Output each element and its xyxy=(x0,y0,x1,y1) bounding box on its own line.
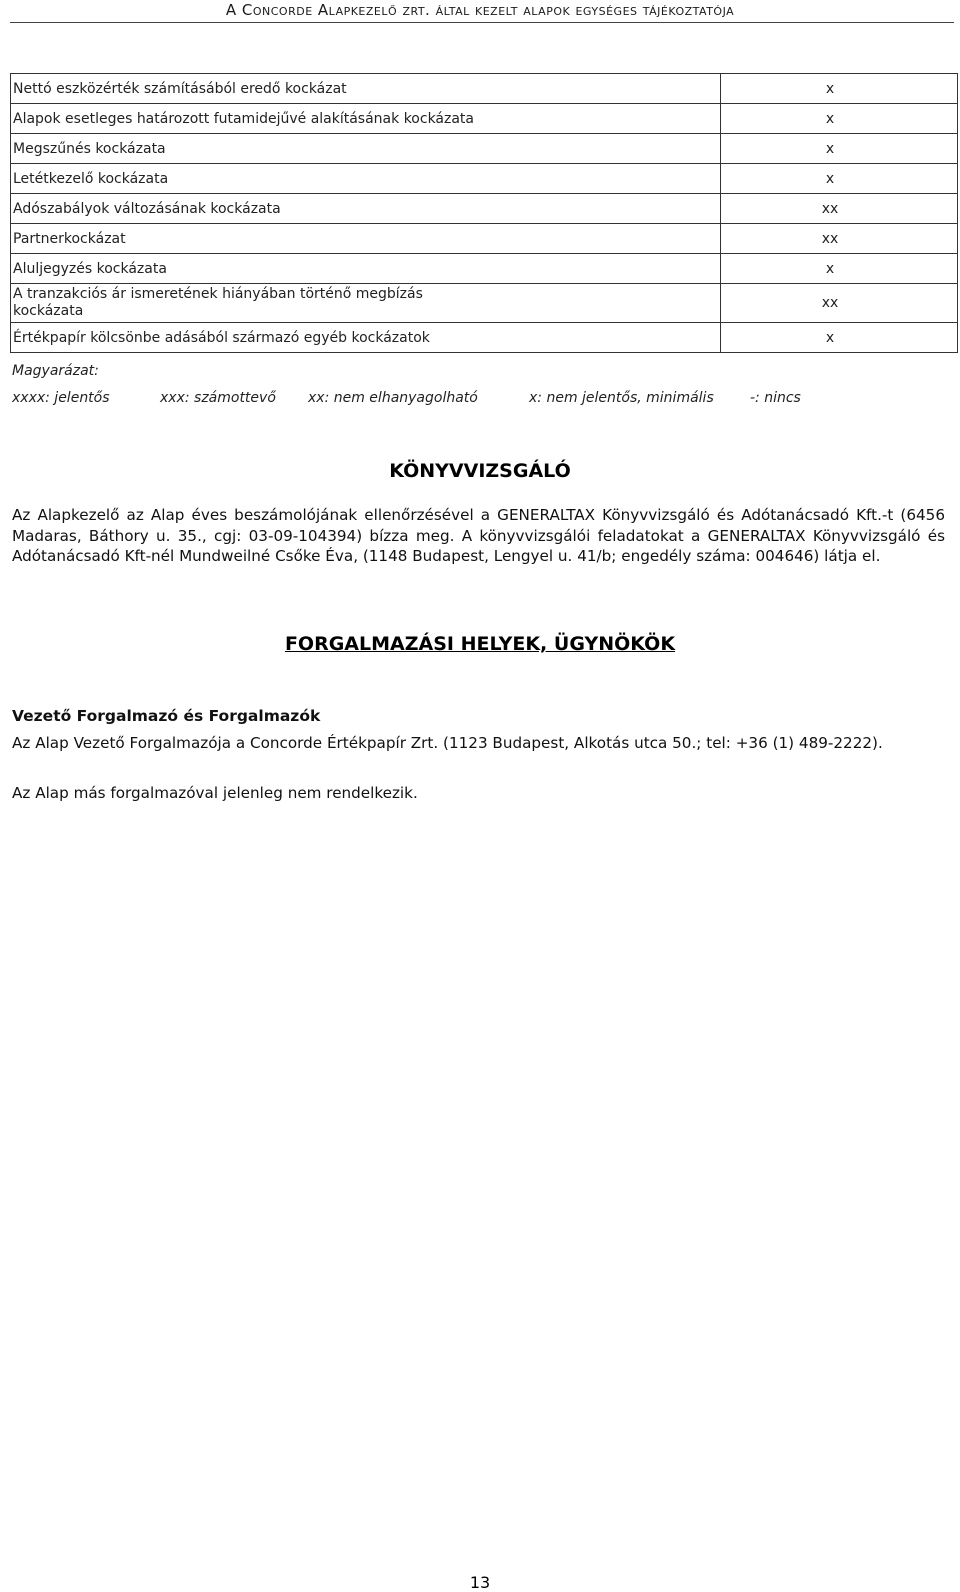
risk-label: Megszűnés kockázata xyxy=(11,134,721,164)
risk-label: Partnerkockázat xyxy=(11,224,721,254)
legend-item: xxxx: jelentős xyxy=(12,390,110,406)
risk-label: Értékpapír kölcsönbe adásából származó egyéb kockázatok xyxy=(11,323,721,353)
header-a: A xyxy=(225,1,237,19)
page-header xyxy=(0,0,960,20)
table-row xyxy=(11,323,958,353)
header-concorde: Concorde xyxy=(241,1,313,19)
legend-item: -: nincs xyxy=(750,390,801,406)
table-row xyxy=(11,284,958,323)
risk-label: Letétkezelő kockázata xyxy=(11,164,721,194)
risk-value: xx xyxy=(721,194,958,224)
table-row xyxy=(11,164,958,194)
distribution-paragraph-1: Az Alap Vezető Forgalmazója a Concorde Értékpapír Zrt. (1123 Budapest, Alkotás utca 50.; tel: +36 (1) 489-2222). xyxy=(12,734,883,752)
risk-value: x xyxy=(721,323,958,353)
risk-value: xx xyxy=(721,224,958,254)
risk-value: x xyxy=(721,134,958,164)
risk-label: Alapok esetleges határozott futamidejűvé alakításának kockázata xyxy=(11,104,721,134)
table-row xyxy=(11,194,958,224)
risk-value: x xyxy=(721,104,958,134)
table-row xyxy=(11,74,958,104)
legend-item: xx: nem elhanyagolható xyxy=(308,390,478,406)
auditor-heading: KÖNYVVIZSGÁLÓ xyxy=(389,460,571,482)
distribution-heading: FORGALMAZÁSI HELYEK, ÜGYNÖKÖK xyxy=(284,633,676,655)
risk-label-text: A tranzakciós ár ismeretének hiányában történő megbízás kockázata xyxy=(13,286,423,319)
risk-value: x xyxy=(721,164,958,194)
table-row xyxy=(11,134,958,164)
risk-label: Aluljegyzés kockázata xyxy=(11,254,721,284)
legend-title: Magyarázat: xyxy=(12,363,99,379)
risk-label: Nettó eszközérték számításából eredő kockázat xyxy=(11,74,721,104)
risk-value: x xyxy=(721,74,958,104)
header-rule xyxy=(10,22,954,23)
page-number: 13 xyxy=(469,1573,491,1592)
legend-item: x: nem jelentős, minimális xyxy=(529,390,714,406)
distribution-paragraph-2: Az Alap más forgalmazóval jelenleg nem rendelkezik. xyxy=(12,784,418,802)
table-row xyxy=(11,104,958,134)
table-row xyxy=(11,254,958,284)
header-alapkezelo: Alapkezelő xyxy=(317,1,398,19)
auditor-paragraph: Az Alapkezelő az Alap éves beszámolójának ellenőrzésével a GENERALTAX Könyvvizsgáló és Adótanácsadó Kft.-t (6456 Madaras, Báthory u. 35., cgj: 03-09-104394) bízza meg. A könyvvizsgálói feladatokat a GENERALTAX Könyvvizsgáló és Adótanácsadó Kft-nél Mundweilné Csőke Éva, (1148 Budapest, Lengyel u. 41/b; engedély száma: 004646) látja el. xyxy=(12,506,945,565)
distribution-subheading: Vezető Forgalmazó és Forgalmazók xyxy=(12,707,321,725)
risk-label: Adószabályok változásának kockázata xyxy=(11,194,721,224)
table-row xyxy=(11,224,958,254)
legend-item: xxx: számottevő xyxy=(160,390,276,406)
risk-value: xx xyxy=(721,284,958,323)
risk-label xyxy=(11,284,721,323)
header-rest: zrt. által kezelt alapok egységes tájékoztatója xyxy=(402,1,735,19)
risk-table xyxy=(10,73,958,353)
risk-value: x xyxy=(721,254,958,284)
